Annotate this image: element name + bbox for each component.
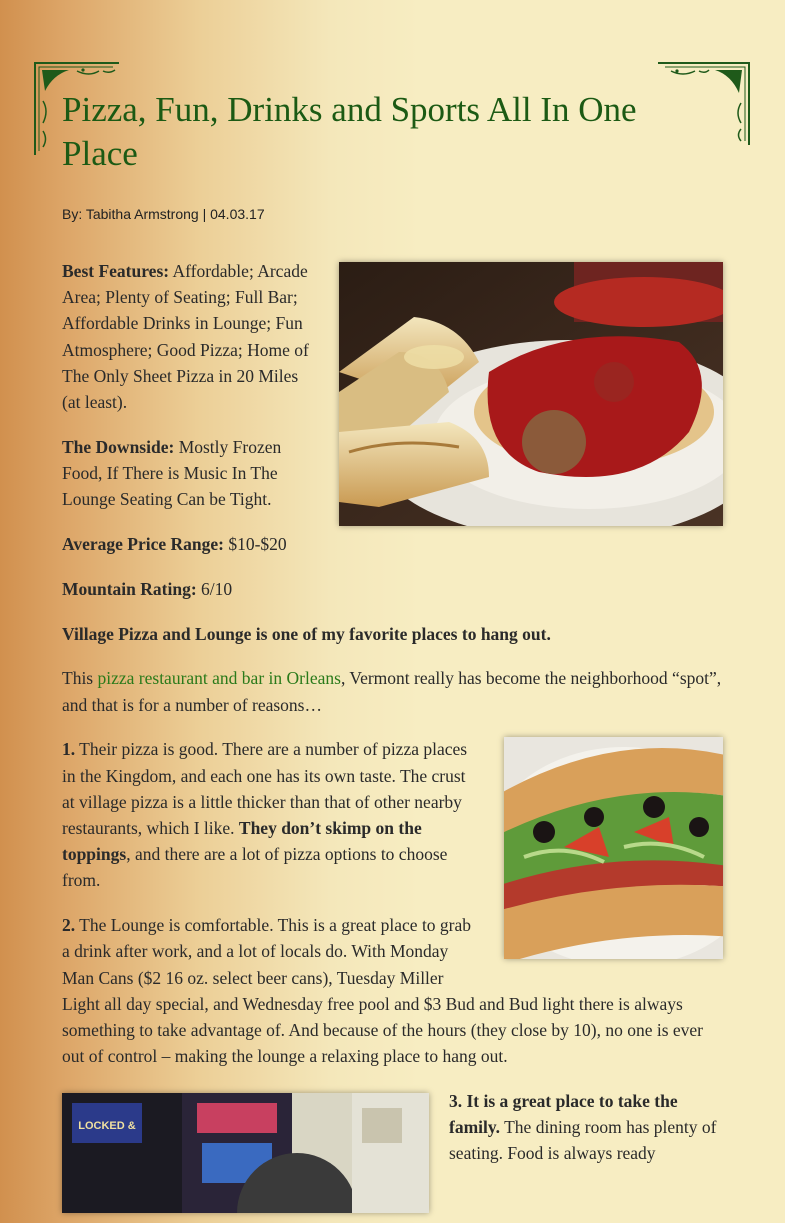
intro-after-link: , Vermont really has become the neighborhood “spot”, and that is for a number of reasons… <box>62 668 722 715</box>
point-3-text: The dining room has plenty of seating. Food is always ready <box>449 1117 717 1164</box>
spaghetti-photo <box>339 262 723 526</box>
restaurant-link[interactable]: pizza restaurant and bar in Orleans <box>97 668 341 689</box>
best-features-label: Best Features: <box>62 261 170 281</box>
svg-text:LOCKED &: LOCKED & <box>78 1120 136 1133</box>
point-1-bold: They don’t skimp on the toppings <box>62 818 422 865</box>
mountain-rating <box>62 576 723 602</box>
best-features-text: Affordable; Arcade Area; Plenty of Seating; Full Bar; Affordable Drinks in Lounge; Fun Atmosphere; Good Pizza; Home of The Only Sheet Pizza in 20 Miles (at least). <box>62 261 309 413</box>
article-title: Pizza, Fun, Drinks and Sports All In One Place <box>62 90 637 173</box>
intro-bold-text: Village Pizza and Lounge is one of my favorite places to hang out. <box>62 623 551 644</box>
price-text: $10-$20 <box>223 534 287 555</box>
intro-paragraph <box>62 665 723 717</box>
downside-text: Mostly Frozen Food, If There is Music In The Lounge Seating Can be Tight. <box>62 436 282 510</box>
intro-bold <box>62 621 723 647</box>
article-byline: By: Tabitha Armstrong | 04.03.17 <box>62 206 265 222</box>
point-3-bold: 3. It is a great place to take the family. <box>449 1091 678 1138</box>
sub-sandwich-photo <box>504 737 723 959</box>
point-2-number: 2. <box>62 915 76 936</box>
price-range <box>62 531 723 557</box>
article-body <box>62 258 723 1223</box>
point-1-number: 1. <box>62 739 76 760</box>
price-label: Average Price Range: <box>62 534 224 555</box>
intro-before-link: This <box>62 668 98 689</box>
rating-text: 6/10 <box>196 578 233 599</box>
point-1-text-a: Their pizza is good. There are a number of pizza places in the Kingdom, and each one has its own taste. The crust at village pizza is a little thicker than that of other nearby restaurants, which I like. <box>62 739 468 839</box>
downside-label: The Downside: <box>62 436 175 457</box>
point-1-text-b: , and there are a lot of pizza options to choose from. <box>62 844 448 891</box>
point-2-text: The Lounge is comfortable. This is a great place to grab a drink after work, and a lot of locals do. With Monday Man Cans ($2 16 oz. select beer cans), Tuesday Miller Light all day special, and Wednesday free pool and $3 Bud and Bud light there is always something to take advantage of. And because of the hours (they close by 10), no one is ever out of control – making the lounge a relaxing place to hang out. <box>62 915 703 1067</box>
arcade-photo <box>62 1093 429 1213</box>
rating-label: Mountain Rating: <box>62 578 197 599</box>
